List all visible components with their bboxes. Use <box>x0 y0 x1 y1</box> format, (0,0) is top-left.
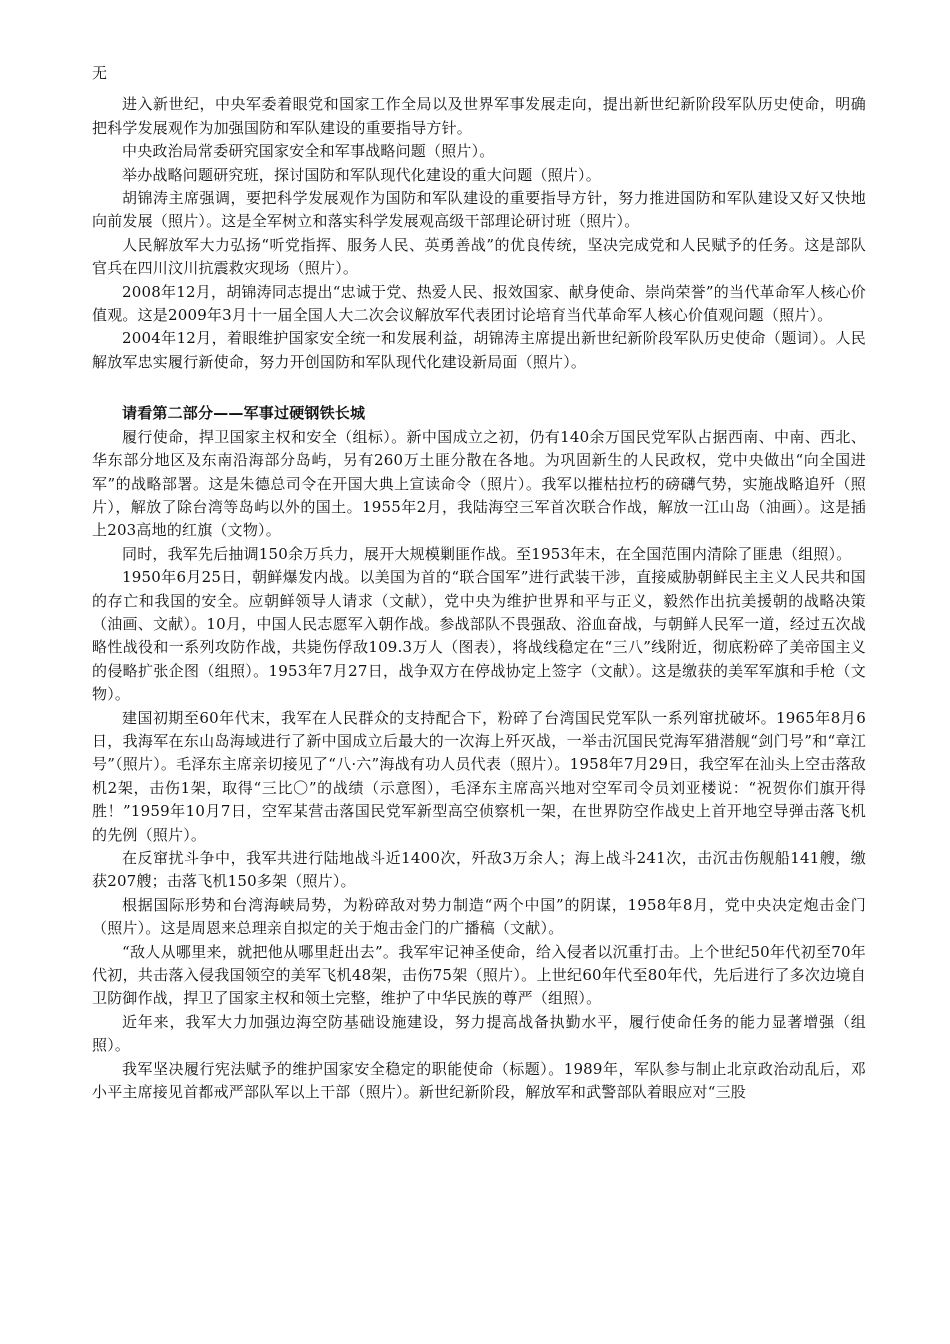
section-1 <box>92 93 866 374</box>
paragraph: 履行使命，捍卫国家主权和安全（组标）。新中国成立之初，仍有140余万国民党军队占据西南、中南、西北、华东部分地区及东南沿海部分岛屿，另有260万土匪分散在各地。为巩固新生的人民政权，党中央做出“向全国进军”的战略部署。这是朱德总司令在开国大典上宣读命令（照片）。我军以摧枯拉朽的磅礴气势，实施战略追歼（照片），解放了除台湾等岛屿以外的国土。1955年2月，我陆海空三军首次联合作战，解放一江山岛（油画）。这是插上203高地的红旗（文物）。 <box>92 427 866 540</box>
paragraph: 我军坚决履行宪法赋予的维护国家安全稳定的职能使命（标题）。1989年，军队参与制止北京政治动乱后，邓小平主席接见首都戒严部队军以上干部（照片）。新世纪新阶段，解放军和武警部队着眼应对“三股 <box>92 1059 866 1102</box>
paragraph: 2008年12月，胡锦涛同志提出“忠诚于党、热爱人民、报效国家、献身使命、崇尚荣誉”的当代革命军人核心价值观。这是2009年3月十一届全国人大二次会议解放军代表团讨论培育当代革命军人核心价值观问题（照片）。 <box>92 282 866 325</box>
paragraph: 根据国际形势和台湾海峡局势，为粉碎敌对势力制造“两个中国”的阴谋，1958年8月，党中央决定炮击金门（照片）。这是周恩来总理亲自拟定的关于炮击金门的广播稿（文献）。 <box>92 895 866 938</box>
section-2 <box>92 426 866 1105</box>
paragraph: 胡锦涛主席强调，要把科学发展观作为国防和军队建设的重要指导方针，努力推进国防和军队建设又好又快地向前发展（照片）。这是全军树立和落实科学发展观高级干部理论研讨班（照片）。 <box>92 189 866 231</box>
paragraph: 人民解放军大力弘扬“听党指挥、服务人民、英勇善战”的优良传统，坚决完成党和人民赋予的任务。这是部队官兵在四川汶川抗震救灾现场（照片）。 <box>92 235 866 278</box>
paragraph: 近年来，我军大力加强边海空防基础设施建设，努力提高战备执勤水平，履行使命任务的能力显著增强（组照）。 <box>92 1012 866 1055</box>
paragraph: 1950年6月25日，朝鲜爆发内战。以美国为首的“联合国军”进行武装干涉，直接威胁朝鲜民主主义人民共和国的存亡和我国的安全。应朝鲜领导人请求（文献），党中央为维护世界和平与正义，毅然作出抗美援朝的战略决策（油画、文献）。10月，中国人民志愿军入朝作战。参战部队不畏强敌、浴血奋战，与朝鲜人民军一道，经过五次战略性战役和一系列攻防作战，共毙伤俘敌109.3万人（图表），将战线稳定在“三八”线附近，彻底粉碎了美帝国主义的侵略扩张企图（组照）。1953年7月27日，战争双方在停战协定上签字（文献）。这是缴获的美军军旗和手枪（文物）。 <box>92 568 866 704</box>
paragraph: 2004年12月，着眼维护国家安全统一和发展利益，胡锦涛主席提出新世纪新阶段军队历史使命（题词）。人民解放军忠实履行新使命，努力开创国防和军队现代化建设新局面（照片）。 <box>92 329 866 371</box>
paragraph: 举办战略问题研究班，探讨国防和军队现代化建设的重大问题（照片）。 <box>122 165 601 184</box>
paragraph: 中央政治局常委研究国家安全和军事战略问题（照片）。 <box>122 142 495 161</box>
paragraph: 在反窜扰斗争中，我军共进行陆地战斗近1400次，歼敌3万余人；海上战斗241次，击沉击伤舰船141艘，缴获207艘；击落飞机150多架（照片）。 <box>92 849 866 891</box>
top-label: 无 <box>92 64 108 82</box>
paragraph: 进入新世纪，中央军委着眼党和国家工作全局以及世界军事发展走向，提出新世纪新阶段军队历史使命，明确把科学发展观作为加强国防和军队建设的重要指导方针。 <box>92 95 866 137</box>
section-2-heading: 请看第二部分——军事过硬钢铁长城 <box>122 404 366 423</box>
paragraph: “敌人从哪里来，就把他从哪里赶出去”。我军牢记神圣使命，给入侵者以沉重打击。上个世纪50年代初至70年代初，共击落入侵我国领空的美军飞机48架，击伤75架（照片）。上世纪60年代至80年代，先后进行了多次边境自卫防御作战，捍卫了国家主权和领土完整，维护了中华民族的尊严（组照）。 <box>92 942 866 1008</box>
paragraph: 同时，我军先后抽调150余万兵力，展开大规模剿匪作战。至1953年末，在全国范围内清除了匪患（组照）。 <box>122 544 852 563</box>
paragraph: 建国初期至60年代末，我军在人民群众的支持配合下，粉碎了台湾国民党军队一系列窜扰破坏。1965年8月6日，我海军在东山岛海域进行了新中国成立后最大的一次海上歼灭战，一举击沉国民党海军猎潜舰“剑门号”和“章江号”（照片）。毛泽东主席亲切接见了“八·六”海战有功人员代表（照片）。1958年7月29日，我空军在汕头上空击落敌机2架，击伤1架，取得“三比〇”的战绩（示意图），毛泽东主席高兴地对空军司令员刘亚楼说：“祝贺你们旗开得胜！”1959年10月7日，空军某营击落国民党军新型高空侦察机一架，在世界防空作战史上首开地空导弹击落飞机的先例（照片）。 <box>92 708 866 844</box>
